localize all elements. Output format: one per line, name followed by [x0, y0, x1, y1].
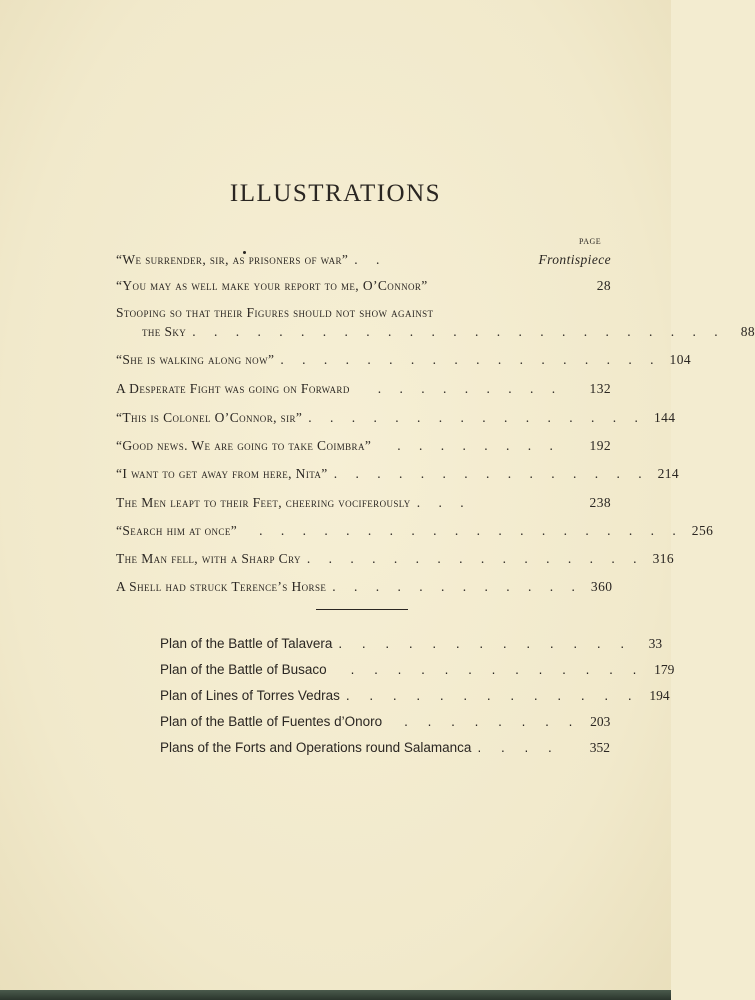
illustration-caption: “Search him at once” [116, 523, 238, 538]
plan-caption: Plan of the Battle of Fuentes d’Onoro [160, 714, 383, 729]
illustration-page: 214 [657, 466, 680, 481]
leader-dots: . . . . . . . . . . . . . . . . . . . . [259, 523, 684, 538]
leader-dots: . . . . . . . . . . . . . . . . [306, 551, 645, 566]
plan-page: 33 [648, 636, 663, 651]
plan-caption: Plan of Lines of Torres Vedras [160, 688, 340, 703]
illustration-page: 88 [740, 324, 755, 339]
illustration-entry [116, 495, 611, 519]
plan-caption: Plan of the Battle of Talavera [160, 636, 333, 651]
illustration-caption: “This is Colonel O’Connor, sir” [116, 410, 303, 425]
leader-dots: . . [354, 252, 387, 267]
leader-dots: . . . . . . . . . . . . . . . . . . . . . . . . . [192, 324, 726, 339]
illustration-entry [116, 252, 611, 276]
illustration-page: 238 [589, 495, 611, 510]
illustration-entry [116, 466, 680, 490]
plan-entry [160, 688, 670, 710]
plan-entry [160, 740, 610, 762]
illustration-caption: A Shell had struck Terence’s Horse [116, 579, 327, 594]
illustration-caption: the Sky [142, 324, 187, 339]
illustration-page: Frontispiece [538, 252, 611, 267]
plan-caption: Plans of the Forts and Operations round Salamanca [160, 740, 472, 755]
illustration-page: 316 [652, 551, 675, 566]
illustration-entry [116, 352, 691, 376]
page-column-label: PAGE [579, 237, 602, 246]
leader-dots: . . . [416, 495, 472, 510]
illustration-caption: “We surrender, sir, as prisoners of war” [116, 252, 349, 267]
leader-dots: . . . . . . . . [404, 714, 581, 729]
illustration-entry [116, 523, 714, 547]
leader-dots: . . . . . . . . . . . . . . . . [308, 410, 646, 425]
illustration-caption: “Good news. We are going to take Coimbra” [116, 438, 372, 453]
illustration-entry [116, 438, 611, 462]
leader-dots: . . . . . . . . . . . . . [350, 662, 645, 677]
plan-page: 194 [649, 688, 670, 703]
leader-dots: . . . . . . . . [397, 438, 561, 453]
illustration-caption: “She is walking along now” [116, 352, 275, 367]
leader-dots: . . . . . . . . . . . . . [345, 688, 640, 703]
illustration-entry [116, 410, 676, 434]
illustration-caption: The Men leapt to their Feet, cheering vociferously [116, 495, 411, 510]
leader-dots: . . . . . . . . . . . . [332, 579, 583, 594]
plan-page: 179 [654, 662, 675, 677]
leader-dots: . . . . . . . . . . . . . [338, 636, 633, 651]
illustration-page: 104 [669, 352, 691, 367]
illustration-entry [116, 381, 611, 405]
illustration-entry-continued [142, 324, 755, 348]
page-edge [0, 990, 671, 1000]
plan-entry [160, 636, 663, 658]
plan-entry [160, 662, 675, 684]
illustration-page: 132 [589, 381, 611, 396]
plan-entry [160, 714, 610, 736]
illustration-caption: The Man fell, with a Sharp Cry [116, 551, 301, 566]
illustration-page: 28 [596, 278, 611, 293]
illustration-caption: A Desperate Fight was going on Forward [116, 381, 350, 396]
illustration-page: 256 [691, 523, 714, 538]
illustration-page: 144 [653, 410, 676, 425]
illustration-entry [116, 278, 611, 302]
illustration-caption: “I want to get away from here, Nita” [116, 466, 328, 481]
illustration-caption: “You may as well make your report to me, O’Connor” [116, 278, 428, 293]
illustration-entry [116, 551, 675, 575]
section-divider [316, 609, 408, 610]
illustration-caption: Stooping so that their Figures should not show against [116, 305, 434, 320]
leader-dots: . . . . [477, 740, 560, 755]
leader-dots: . . . . . . . . . [377, 381, 563, 396]
leader-dots: . . . . . . . . . . . . . . . [333, 466, 650, 481]
plan-page: 203 [590, 714, 611, 729]
leader-dots: . . . . . . . . . . . . . . . . . . [280, 352, 661, 367]
illustration-page: 360 [590, 579, 613, 594]
illustration-page: 192 [589, 438, 611, 453]
plan-page: 352 [589, 740, 610, 755]
plan-caption: Plan of the Battle of Busaco [160, 662, 327, 677]
illustration-entry [116, 579, 611, 603]
page-title: ILLUSTRATIONS [229, 180, 442, 207]
